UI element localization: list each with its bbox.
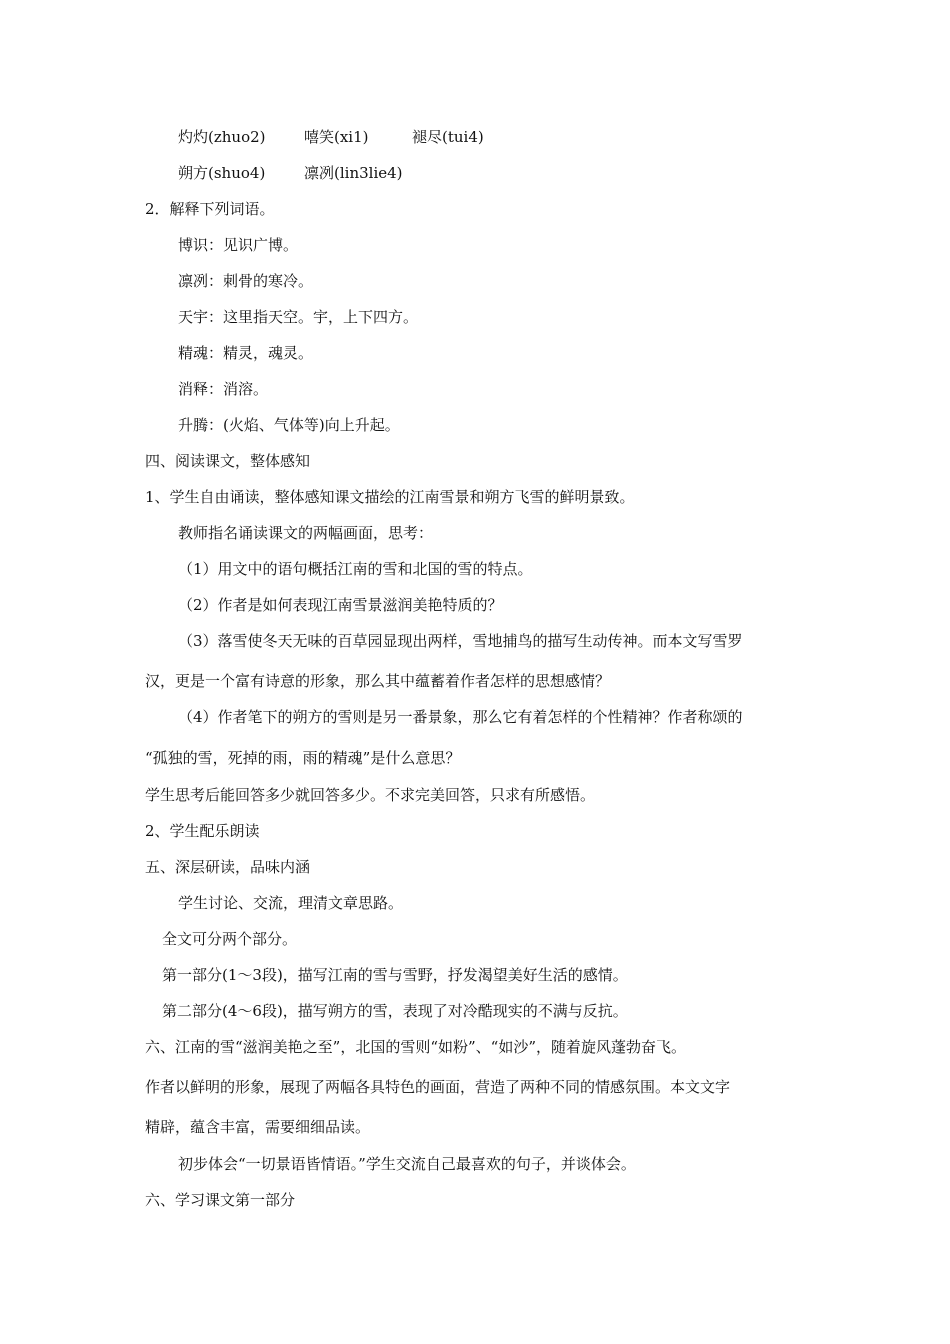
term-definition: 博识：见识广博。 bbox=[178, 236, 299, 254]
student-note: 学生思考后能回答多少就回答多少。不求完美回答，只求有所感悟。 bbox=[145, 786, 596, 804]
section-4-item-2: 2、学生配乐朗读 bbox=[145, 822, 260, 840]
question-4-line-2: “孤独的雪，死掉的雨，雨的精魂”是什么意思？ bbox=[145, 749, 461, 767]
pinyin-row-1 bbox=[178, 127, 484, 147]
question-3-line-2: 汉，更是一个富有诗意的形象，那么其中蕴蓄着作者怎样的思想感情？ bbox=[145, 672, 611, 690]
pinyin-item: 朔方(shuo4) bbox=[178, 164, 266, 182]
section-4-item-1: 1、学生自由诵读，整体感知课文描绘的江南雪景和朔方飞雪的鲜明景致。 bbox=[145, 488, 635, 506]
term-definition: 凛冽：刺骨的寒冷。 bbox=[178, 272, 314, 290]
pinyin-item: 灼灼(zhuo2) bbox=[178, 128, 266, 146]
pinyin-item: 凛冽(lin3lie4) bbox=[304, 164, 403, 182]
pinyin-item: 褪尽(tui4) bbox=[412, 128, 484, 146]
section-4-heading: 四、阅读课文，整体感知 bbox=[145, 452, 311, 470]
term-definition: 消释：消溶。 bbox=[178, 380, 269, 398]
pinyin-row-2 bbox=[178, 163, 403, 183]
section-6b-heading: 六、学习课文第一部分 bbox=[145, 1191, 296, 1209]
question-2: （2）作者是如何表现江南雪景滋润美艳特质的？ bbox=[178, 596, 503, 614]
section-6-line-4: 初步体会“一切景语皆情语。”学生交流自己最喜欢的句子，并谈体会。 bbox=[178, 1155, 636, 1173]
section-6-line-2: 作者以鲜明的形象，展现了两幅各具特色的画面，营造了两种不同的情感氛围。本文文字 bbox=[145, 1078, 731, 1096]
part-1-summary: 第一部分(1～3段)，描写江南的雪与雪野，抒发渴望美好生活的感情。 bbox=[162, 966, 628, 984]
question-4-line-1: （4）作者笔下的朔方的雪则是另一番景象，那么它有着怎样的个性精神？作者称颂的 bbox=[178, 708, 743, 726]
teacher-prompt: 教师指名诵读课文的两幅画面，思考： bbox=[178, 524, 434, 542]
term-definition: 天宇：这里指天空。宇，上下四方。 bbox=[178, 308, 419, 326]
term-definition: 精魂：精灵，魂灵。 bbox=[178, 344, 314, 362]
section-5-heading: 五、深层研读，品味内涵 bbox=[145, 858, 311, 876]
discussion-line: 学生讨论、交流，理清文章思路。 bbox=[178, 894, 404, 912]
parts-overview: 全文可分两个部分。 bbox=[162, 930, 298, 948]
term-definition: 升腾：(火焰、气体等)向上升起。 bbox=[178, 416, 400, 434]
question-1: （1）用文中的语句概括江南的雪和北国的雪的特点。 bbox=[178, 560, 533, 578]
question-3-line-1: （3）落雪使冬天无味的百草园显现出两样，雪地捕鸟的描写生动传神。而本文写雪罗 bbox=[178, 632, 743, 650]
section-2-heading: 2．解释下列词语。 bbox=[145, 200, 275, 218]
part-2-summary: 第二部分(4～6段)，描写朔方的雪，表现了对冷酷现实的不满与反抗。 bbox=[162, 1002, 628, 1020]
section-6-line-3: 精辟，蕴含丰富，需要细细品读。 bbox=[145, 1118, 371, 1136]
pinyin-item: 嘻笑(xi1) bbox=[304, 128, 369, 146]
section-6-line-1: 六、江南的雪“滋润美艳之至”，北国的雪则“如粉”、“如沙”，随着旋风蓬勃奋飞。 bbox=[145, 1038, 687, 1056]
